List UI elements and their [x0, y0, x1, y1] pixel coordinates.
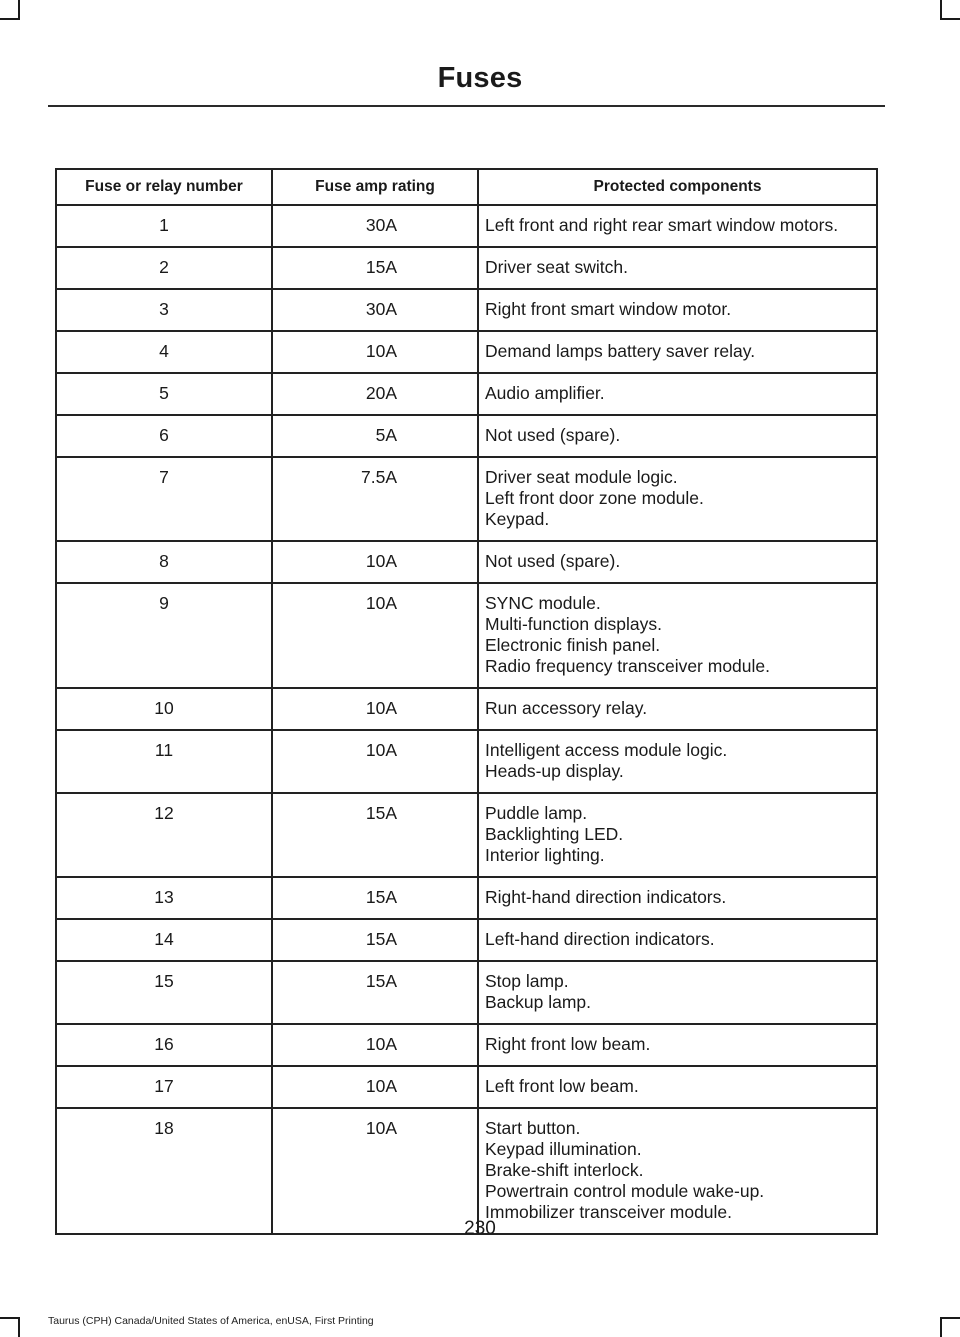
protected-components-cell [478, 877, 877, 919]
header-divider [48, 105, 885, 107]
amp-rating-cell: 15A [272, 961, 478, 1024]
protected-components-cell [478, 415, 877, 457]
amp-rating-cell: 10A [272, 688, 478, 730]
fuse-number-cell: 17 [56, 1066, 272, 1108]
component-line: Left front and right rear smart window motors. [485, 215, 839, 235]
footer-text: Taurus (CPH) Canada/United States of America, enUSA, First Printing [48, 1315, 374, 1327]
amp-rating-cell: 30A [272, 205, 478, 247]
amp-rating-cell: 7.5A [272, 457, 478, 541]
component-line: SYNC module. [485, 593, 601, 613]
fuse-number-cell: 13 [56, 877, 272, 919]
table-row [56, 919, 877, 961]
amp-rating-cell: 30A [272, 289, 478, 331]
protected-components-cell [478, 247, 877, 289]
protected-components-cell [478, 331, 877, 373]
table-row [56, 877, 877, 919]
fuse-number-cell: 7 [56, 457, 272, 541]
protected-components-cell [478, 457, 877, 541]
component-line: Keypad illumination. [485, 1139, 642, 1159]
fuse-number-cell: 12 [56, 793, 272, 877]
table-row [56, 247, 877, 289]
crop-mark [18, 0, 20, 20]
column-header-fuse-number: Fuse or relay number [56, 169, 272, 205]
fuse-number-cell: 18 [56, 1108, 272, 1234]
amp-rating-cell: 5A [272, 415, 478, 457]
component-line: Immobilizer transceiver module. [485, 1202, 733, 1222]
amp-rating-cell: 15A [272, 919, 478, 961]
protected-components-cell [478, 793, 877, 877]
amp-rating-cell: 10A [272, 541, 478, 583]
component-line: Left front door zone module. [485, 488, 704, 508]
crop-mark [18, 1317, 20, 1337]
fuse-number-cell: 2 [56, 247, 272, 289]
protected-components-cell [478, 688, 877, 730]
fuse-number-cell: 9 [56, 583, 272, 688]
table-row [56, 373, 877, 415]
component-line: Keypad. [485, 509, 550, 529]
amp-rating-cell: 15A [272, 247, 478, 289]
crop-mark [940, 1317, 960, 1319]
table-row [56, 1066, 877, 1108]
component-line: Radio frequency transceiver module. [485, 656, 771, 676]
component-line: Interior lighting. [485, 845, 605, 865]
column-header-protected-components: Protected components [478, 169, 877, 205]
amp-rating-cell: 10A [272, 331, 478, 373]
component-line: Driver seat module logic. [485, 467, 678, 487]
table-row [56, 541, 877, 583]
component-line: Powertrain control module wake-up. [485, 1181, 765, 1201]
table-body [56, 205, 877, 1234]
component-line: Right-hand direction indicators. [485, 887, 727, 907]
component-line: Right front low beam. [485, 1034, 651, 1054]
table-row [56, 331, 877, 373]
fuse-number-cell: 8 [56, 541, 272, 583]
component-line: Backlighting LED. [485, 824, 624, 844]
component-line: Electronic finish panel. [485, 635, 661, 655]
crop-mark [940, 1317, 942, 1337]
table-row [56, 205, 877, 247]
component-line: Start button. [485, 1118, 581, 1138]
table-row [56, 583, 877, 688]
table-row [56, 415, 877, 457]
component-line: Puddle lamp. [485, 803, 588, 823]
component-line: Stop lamp. [485, 971, 569, 991]
column-header-amp-rating: Fuse amp rating [272, 169, 478, 205]
table-row [56, 1108, 877, 1234]
crop-mark [0, 1317, 20, 1319]
table-row [56, 1024, 877, 1066]
component-line: Intelligent access module logic. [485, 740, 728, 760]
protected-components-cell [478, 1108, 877, 1234]
fuse-number-cell: 1 [56, 205, 272, 247]
fuse-table [55, 168, 878, 1235]
protected-components-cell [478, 373, 877, 415]
fuse-number-cell: 5 [56, 373, 272, 415]
table-row [56, 289, 877, 331]
fuse-number-cell: 10 [56, 688, 272, 730]
table-row [56, 793, 877, 877]
component-line: Backup lamp. [485, 992, 592, 1012]
component-line: Run accessory relay. [485, 698, 648, 718]
table-row [56, 961, 877, 1024]
fuse-number-cell: 11 [56, 730, 272, 793]
page-title: Fuses [437, 62, 523, 94]
component-line: Brake-shift interlock. [485, 1160, 644, 1180]
component-line: Left-hand direction indicators. [485, 929, 715, 949]
fuse-number-cell: 3 [56, 289, 272, 331]
crop-mark [0, 18, 20, 20]
component-line: Audio amplifier. [485, 383, 605, 403]
table-row [56, 688, 877, 730]
protected-components-cell [478, 919, 877, 961]
amp-rating-cell: 10A [272, 583, 478, 688]
amp-rating-cell: 10A [272, 730, 478, 793]
protected-components-cell [478, 583, 877, 688]
fuse-number-cell: 16 [56, 1024, 272, 1066]
component-line: Demand lamps battery saver relay. [485, 341, 756, 361]
component-line: Driver seat switch. [485, 257, 628, 277]
fuse-number-cell: 15 [56, 961, 272, 1024]
fuse-number-cell: 6 [56, 415, 272, 457]
component-line: Heads-up display. [485, 761, 624, 781]
protected-components-cell [478, 1066, 877, 1108]
component-line: Left front low beam. [485, 1076, 639, 1096]
component-line: Not used (spare). [485, 551, 621, 571]
component-line: Right front smart window motor. [485, 299, 732, 319]
protected-components-cell [478, 289, 877, 331]
table-header-row [56, 169, 877, 205]
crop-mark [940, 18, 960, 20]
protected-components-cell [478, 541, 877, 583]
protected-components-cell [478, 730, 877, 793]
amp-rating-cell: 10A [272, 1108, 478, 1234]
fuse-number-cell: 4 [56, 331, 272, 373]
protected-components-cell [478, 961, 877, 1024]
fuse-number-cell: 14 [56, 919, 272, 961]
amp-rating-cell: 15A [272, 877, 478, 919]
amp-rating-cell: 20A [272, 373, 478, 415]
component-line: Not used (spare). [485, 425, 621, 445]
protected-components-cell [478, 1024, 877, 1066]
amp-rating-cell: 15A [272, 793, 478, 877]
component-line: Multi-function displays. [485, 614, 663, 634]
amp-rating-cell: 10A [272, 1024, 478, 1066]
table-row [56, 730, 877, 793]
amp-rating-cell: 10A [272, 1066, 478, 1108]
protected-components-cell [478, 205, 877, 247]
page-number: 230 [464, 1218, 496, 1239]
crop-mark [940, 0, 942, 20]
table-row [56, 457, 877, 541]
